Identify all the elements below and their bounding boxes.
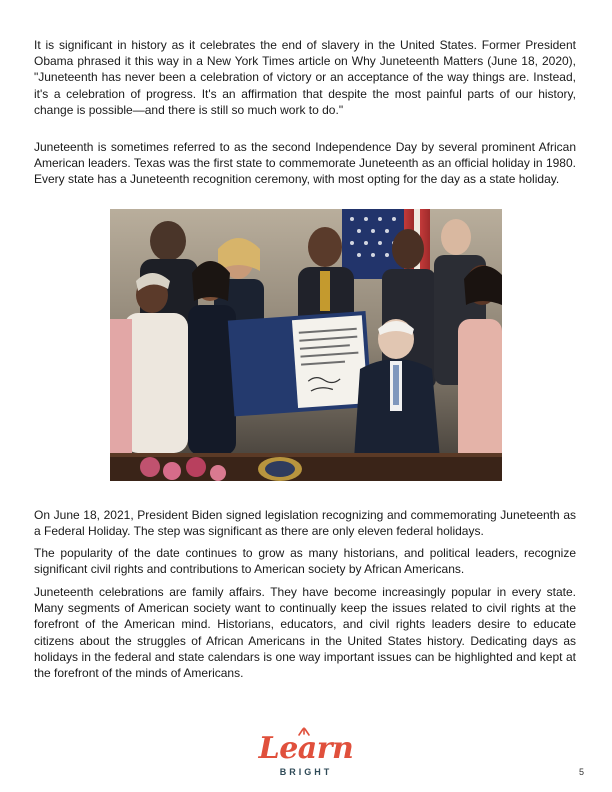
paragraph-family-affairs: Juneteenth celebrations are family affairs. They have become increasingly popular in every state. Many segments of American society want to continually keep the issues related to civil rights at the forefront of the American mind. Historians, educators, and civil rights leaders desire to educate citizens about the struggles of African Americans in the United States history. Dedicating days as holidays in the federal and state calendars is one way important issues can be highlighted and kept at the forefront of the minds of Americans. <box>34 585 576 681</box>
paragraph-federal-holiday: On June 18, 2021, President Biden signed legislation recognizing and commemorating Juneteenth as a Federal Holiday. The step was significant as there are only eleven federal holidays. <box>34 508 576 539</box>
paragraph-second-independence-day: Juneteenth is sometimes referred to as the second Independence Day by several prominent African American leaders. Texas was the first state to commemorate Juneteenth as an official holiday in 1980. Every state has a Juneteenth recognition ceremony, with most opting for the day as a state holiday. <box>34 140 576 187</box>
page-number: 5 <box>578 767 584 777</box>
paragraph-obama-quote: It is significant in history as it celebrates the end of slavery in the United States. Former President Obama phrased it this way in a New York Times article on Why Juneteenth Matters (June 18, 2020), "Juneteenth has never been a celebration of victory or an acceptance of the way things are. Instead, it's a celebration of progress. It's an affirmation that despite the most painful parts of our history, change is possible—and there is still so much work to do." <box>34 38 576 117</box>
learn-bright-logo <box>253 727 359 781</box>
logo-wordmark: Learn <box>258 731 354 766</box>
bill-signing-photo <box>110 209 502 481</box>
logo-subtitle: BRIGHT <box>279 767 333 777</box>
paragraph-popularity: The popularity of the date continues to grow as many historians, and political leaders, recognize significant civil rights and contributions to American society by African Americans. <box>34 546 576 577</box>
